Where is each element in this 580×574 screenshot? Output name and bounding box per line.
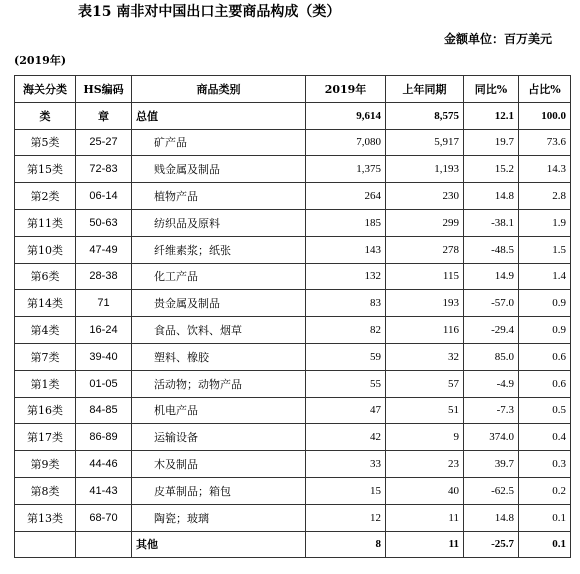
row-2019: 82 — [306, 317, 386, 344]
row-category: 第7类 — [15, 343, 76, 370]
table-row — [15, 183, 571, 210]
row-2019: 15 — [306, 477, 386, 504]
row-prev: 193 — [386, 290, 464, 317]
table-title: 表15 南非对中国出口主要商品构成（类） — [78, 4, 341, 20]
row-hs: 16-24 — [76, 317, 132, 344]
row-hs: 06-14 — [76, 183, 132, 210]
header-yoy: 同比% — [464, 76, 519, 103]
row-name: 皮革制品；箱包 — [132, 477, 306, 504]
row-yoy: 14.9 — [464, 263, 519, 290]
row-2019: 143 — [306, 236, 386, 263]
other-category — [15, 531, 76, 558]
row-2019: 59 — [306, 343, 386, 370]
row-share: 14.3 — [519, 156, 571, 183]
other-row — [15, 531, 571, 558]
other-yoy: -25.7 — [464, 531, 519, 558]
row-yoy: 15.2 — [464, 156, 519, 183]
row-hs: 47-49 — [76, 236, 132, 263]
table-row — [15, 370, 571, 397]
row-hs: 86-89 — [76, 424, 132, 451]
row-category: 第2类 — [15, 183, 76, 210]
row-hs: 71 — [76, 290, 132, 317]
row-2019: 132 — [306, 263, 386, 290]
table-row — [15, 209, 571, 236]
row-prev: 5,917 — [386, 129, 464, 156]
row-category: 第8类 — [15, 477, 76, 504]
table-row — [15, 263, 571, 290]
row-yoy: -38.1 — [464, 209, 519, 236]
row-yoy: -7.3 — [464, 397, 519, 424]
row-yoy: -48.5 — [464, 236, 519, 263]
row-category: 第13类 — [15, 504, 76, 531]
other-2019: 8 — [306, 531, 386, 558]
row-name: 塑料、橡胶 — [132, 343, 306, 370]
row-2019: 42 — [306, 424, 386, 451]
other-name: 其他 — [132, 531, 306, 558]
row-prev: 1,193 — [386, 156, 464, 183]
total-name: 总值 — [132, 102, 306, 129]
row-share: 73.6 — [519, 129, 571, 156]
row-hs: 68-70 — [76, 504, 132, 531]
row-share: 1.5 — [519, 236, 571, 263]
row-yoy: 14.8 — [464, 504, 519, 531]
row-category: 第1类 — [15, 370, 76, 397]
header-hs-code: HS编码 — [76, 76, 132, 103]
row-name: 食品、饮料、烟草 — [132, 317, 306, 344]
row-prev: 11 — [386, 504, 464, 531]
table-row — [15, 236, 571, 263]
row-name: 纤维素浆；纸张 — [132, 236, 306, 263]
total-row — [15, 102, 571, 129]
row-prev: 51 — [386, 397, 464, 424]
row-share: 0.6 — [519, 343, 571, 370]
row-prev: 9 — [386, 424, 464, 451]
row-prev: 57 — [386, 370, 464, 397]
row-2019: 12 — [306, 504, 386, 531]
row-share: 0.9 — [519, 290, 571, 317]
row-name: 贱金属及制品 — [132, 156, 306, 183]
row-share: 0.3 — [519, 451, 571, 478]
row-name: 植物产品 — [132, 183, 306, 210]
row-prev: 23 — [386, 451, 464, 478]
row-category: 第9类 — [15, 451, 76, 478]
row-yoy: -57.0 — [464, 290, 519, 317]
row-share: 0.2 — [519, 477, 571, 504]
row-category: 第4类 — [15, 317, 76, 344]
header-2019: 2019年 — [306, 76, 386, 103]
row-hs: 41-43 — [76, 477, 132, 504]
row-prev: 116 — [386, 317, 464, 344]
row-yoy: 39.7 — [464, 451, 519, 478]
row-2019: 55 — [306, 370, 386, 397]
other-hs — [76, 531, 132, 558]
row-share: 0.1 — [519, 504, 571, 531]
row-hs: 84-85 — [76, 397, 132, 424]
row-prev: 40 — [386, 477, 464, 504]
other-prev: 11 — [386, 531, 464, 558]
row-share: 0.4 — [519, 424, 571, 451]
row-2019: 7,080 — [306, 129, 386, 156]
row-2019: 47 — [306, 397, 386, 424]
row-prev: 230 — [386, 183, 464, 210]
row-share: 0.6 — [519, 370, 571, 397]
row-category: 第16类 — [15, 397, 76, 424]
row-name: 贵金属及制品 — [132, 290, 306, 317]
row-share: 2.8 — [519, 183, 571, 210]
table-row — [15, 317, 571, 344]
unit-note: 金额单位：百万美元 — [444, 32, 553, 46]
table-row — [15, 343, 571, 370]
row-prev: 115 — [386, 263, 464, 290]
total-prev: 8,575 — [386, 102, 464, 129]
row-2019: 33 — [306, 451, 386, 478]
total-share: 100.0 — [519, 102, 571, 129]
table-row — [15, 156, 571, 183]
row-category: 第15类 — [15, 156, 76, 183]
row-yoy: -62.5 — [464, 477, 519, 504]
total-2019: 9,614 — [306, 102, 386, 129]
row-yoy: 374.0 — [464, 424, 519, 451]
row-hs: 28-38 — [76, 263, 132, 290]
row-yoy: 19.7 — [464, 129, 519, 156]
row-category: 第11类 — [15, 209, 76, 236]
row-hs: 44-46 — [76, 451, 132, 478]
total-yoy: 12.1 — [464, 102, 519, 129]
row-2019: 185 — [306, 209, 386, 236]
header-category: 海关分类 — [15, 76, 76, 103]
row-category: 第6类 — [15, 263, 76, 290]
table-row — [15, 451, 571, 478]
table-row — [15, 397, 571, 424]
row-2019: 264 — [306, 183, 386, 210]
row-category: 第10类 — [15, 236, 76, 263]
header-prev-year: 上年同期 — [386, 76, 464, 103]
row-hs: 39-40 — [76, 343, 132, 370]
export-composition-table — [14, 75, 571, 558]
row-share: 1.9 — [519, 209, 571, 236]
row-name: 陶瓷；玻璃 — [132, 504, 306, 531]
other-share: 0.1 — [519, 531, 571, 558]
row-prev: 32 — [386, 343, 464, 370]
row-prev: 299 — [386, 209, 464, 236]
row-name: 化工产品 — [132, 263, 306, 290]
row-name: 木及制品 — [132, 451, 306, 478]
row-name: 机电产品 — [132, 397, 306, 424]
row-prev: 278 — [386, 236, 464, 263]
row-name: 矿产品 — [132, 129, 306, 156]
row-name: 活动物；动物产品 — [132, 370, 306, 397]
row-yoy: 85.0 — [464, 343, 519, 370]
header-row — [15, 76, 571, 103]
table-row — [15, 477, 571, 504]
row-category: 第17类 — [15, 424, 76, 451]
row-2019: 1,375 — [306, 156, 386, 183]
total-hs: 章 — [76, 102, 132, 129]
table-row — [15, 504, 571, 531]
row-yoy: 14.8 — [464, 183, 519, 210]
row-2019: 83 — [306, 290, 386, 317]
row-name: 运输设备 — [132, 424, 306, 451]
row-hs: 50-63 — [76, 209, 132, 236]
row-hs: 01-05 — [76, 370, 132, 397]
header-share: 占比% — [519, 76, 571, 103]
header-product: 商品类别 — [132, 76, 306, 103]
row-share: 0.9 — [519, 317, 571, 344]
row-share: 0.5 — [519, 397, 571, 424]
row-yoy: -29.4 — [464, 317, 519, 344]
table-row — [15, 129, 571, 156]
row-share: 1.4 — [519, 263, 571, 290]
table-row — [15, 424, 571, 451]
row-yoy: -4.9 — [464, 370, 519, 397]
row-category: 第14类 — [15, 290, 76, 317]
year-note: (2019年) — [14, 54, 67, 67]
total-category: 类 — [15, 102, 76, 129]
row-name: 纺织品及原料 — [132, 209, 306, 236]
row-hs: 72-83 — [76, 156, 132, 183]
row-hs: 25-27 — [76, 129, 132, 156]
table-row — [15, 290, 571, 317]
row-category: 第5类 — [15, 129, 76, 156]
